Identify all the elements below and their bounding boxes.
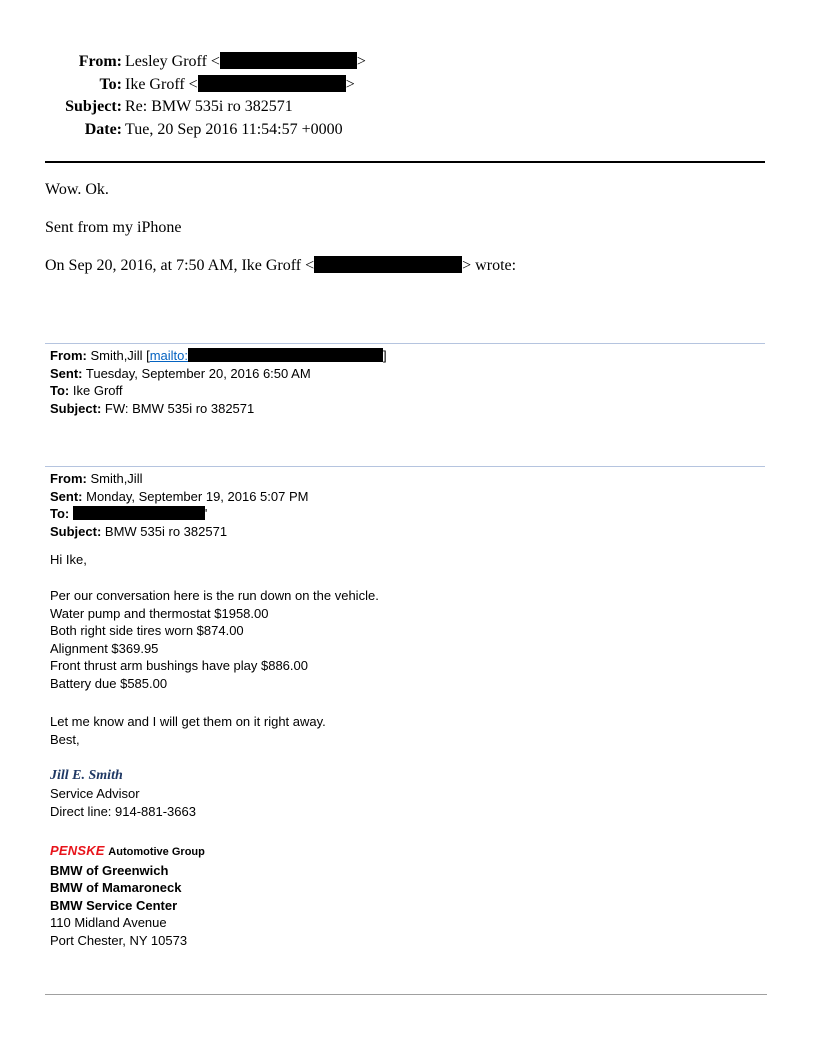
subject-label: Subject: <box>65 98 122 115</box>
address-line: Port Chester, NY 10573 <box>50 932 188 948</box>
forward-from-label: From: <box>50 348 87 363</box>
from-bracket: > <box>356 53 366 70</box>
signature-name: Jill E. Smith <box>50 768 123 783</box>
original-to-row: To: ' <box>50 506 208 522</box>
penske-logo: PENSKE <box>50 843 105 858</box>
redacted-email <box>188 348 383 362</box>
from-label: From: <box>78 53 122 70</box>
header-subject-row <box>0 96 816 119</box>
list-item: Battery due $585.00 <box>50 675 168 691</box>
header-divider <box>45 161 765 163</box>
from-value: Lesley Groff < <box>125 53 220 70</box>
email-header <box>0 51 816 141</box>
reply-text: Wow. Ok. <box>45 181 109 198</box>
address-line: 110 Midland Avenue <box>50 915 167 931</box>
forward-from-row: From: Smith,Jill [mailto: ] <box>50 348 387 363</box>
original-subject-row: Subject: BMW 535i ro 382571 <box>50 523 228 539</box>
list-item: Alignment $369.95 <box>50 640 159 656</box>
message-body <box>50 587 379 693</box>
header-from-row <box>0 51 816 74</box>
original-header <box>50 470 308 540</box>
date-label: Date: <box>84 120 122 138</box>
subject-value: Re: BMW 535i ro 382571 <box>125 98 293 115</box>
footer-divider <box>45 994 767 995</box>
header-date-row <box>0 119 816 142</box>
list-item: Both right side tires worn $874.00 <box>50 623 244 639</box>
signature-phone: Direct line: 914-881-3663 <box>50 803 196 819</box>
list-item: Water pump and thermostat $1958.00 <box>50 605 269 621</box>
list-item: Front thrust arm bushings have play $886.00 <box>50 658 308 674</box>
company-block <box>50 842 205 950</box>
forward-divider <box>45 343 765 344</box>
redacted-email <box>220 52 357 69</box>
signature-title: Service Advisor <box>50 786 140 801</box>
forward-subject-row: Subject: FW: BMW 535i ro 382571 <box>50 400 255 416</box>
original-divider <box>45 466 765 467</box>
forward-sent-row: Sent: Tuesday, September 20, 2016 6:50 AM <box>50 365 311 381</box>
dealer-name: BMW Service Center <box>50 897 178 913</box>
to-label: To: <box>99 75 122 93</box>
intro-line: Per our conversation here is the run down on the vehicle. <box>50 588 379 603</box>
redacted-email <box>314 256 462 273</box>
closing-signoff: Best, <box>50 731 80 747</box>
mailto-link[interactable]: mailto: <box>149 348 188 363</box>
redacted-email <box>198 75 346 92</box>
dealer-name: BMW of Mamaroneck <box>50 880 182 896</box>
quote-attribution: On Sep 20, 2016, at 7:50 AM, Ike Groff < > wrote: <box>45 257 517 274</box>
penske-logo-subtitle: Automotive Group <box>108 846 205 858</box>
greeting: Hi Ike, <box>50 552 87 567</box>
dealer-name: BMW of Greenwich <box>50 862 169 878</box>
original-from-row: From: Smith,Jill <box>50 471 143 486</box>
forward-to-row: To: Ike Groff <box>50 383 123 399</box>
signature-details <box>50 785 196 820</box>
company-logo <box>50 842 205 862</box>
to-bracket: > <box>345 75 355 93</box>
date-value: Tue, 20 Sep 2016 11:54:57 +0000 <box>125 120 343 138</box>
closing-line: Let me know and I will get them on it right away. <box>50 714 326 729</box>
original-sent-row: Sent: Monday, September 19, 2016 5:07 PM <box>50 488 309 504</box>
to-value: Ike Groff < <box>125 75 198 93</box>
header-to-row <box>0 74 816 97</box>
forward-header <box>50 347 387 417</box>
closing <box>50 713 326 748</box>
redacted-email <box>73 506 205 520</box>
reply-signature: Sent from my iPhone <box>45 219 182 236</box>
